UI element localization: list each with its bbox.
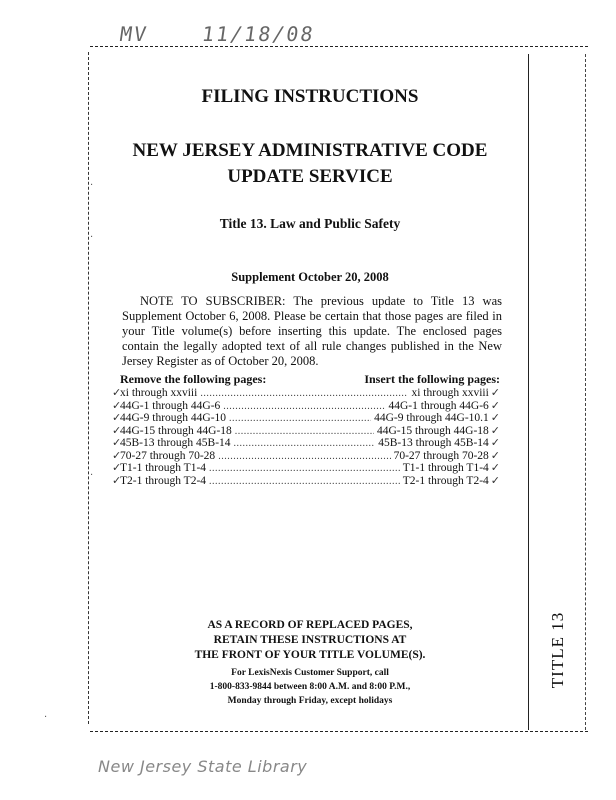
subscriber-note: NOTE TO SUBSCRIBER: The previous update to Title 13 was Supplement October 6, 2008. Please be certain that those pages are filed in your Title volume(s) before inserting this update. The enclosed pages contain the legally adopted text of all rule changes published in the New Jersey Register as of October 20, 2008.	[122, 294, 502, 368]
library-stamp: New Jersey State Library	[98, 757, 308, 776]
handwritten-annotation	[118, 22, 316, 46]
supplement-date: Supplement October 20, 2008	[231, 270, 389, 284]
insert-pages: 44G-15 through 44G-18	[376, 424, 489, 437]
checkmark-icon: ✓	[112, 411, 122, 424]
checkmark-icon: ✓	[112, 448, 122, 462]
record-line: RETAIN THESE INSTRUCTIONS AT	[213, 634, 407, 646]
handwritten-date: 11/18/08	[200, 22, 317, 46]
remove-pages: 44G-15 through 44G-18	[120, 424, 232, 437]
insert-pages: 45B-13 through 45B-14	[378, 437, 489, 449]
margin-tick: ·	[90, 232, 94, 243]
pages-column-headers	[120, 372, 500, 387]
page-row	[112, 412, 500, 425]
page-row	[112, 462, 500, 475]
support-line: Monday through Friday, except holidays	[227, 696, 393, 706]
code-update-line: UPDATE SERVICE	[227, 166, 393, 187]
checkmark-icon: ✓	[112, 473, 122, 487]
margin-tick: ·	[90, 180, 94, 191]
page-row	[112, 437, 500, 450]
code-update-line: NEW JERSEY ADMINISTRATIVE CODE	[132, 140, 488, 161]
handwritten-initials: MV	[118, 22, 150, 46]
checkmark-icon: ✓	[490, 398, 500, 412]
dot-leader	[200, 388, 408, 401]
page-row	[112, 387, 500, 400]
customer-support-info	[92, 666, 528, 708]
record-instruction	[92, 618, 528, 663]
margin-tick: ·	[44, 712, 48, 723]
remove-pages: 45B-13 through 45B-14	[120, 437, 231, 449]
remove-column-header: Remove the following pages:	[120, 372, 267, 386]
dot-leader	[235, 426, 374, 439]
insert-pages: xi through xxviii	[411, 387, 489, 399]
page-row	[112, 450, 500, 463]
page-row	[112, 425, 500, 438]
dot-leader	[234, 438, 376, 451]
checkmark-icon: ✓	[490, 386, 500, 399]
page-row	[112, 475, 500, 488]
remove-pages: 44G-1 through 44G-6	[120, 399, 221, 412]
top-dashed-rule	[90, 46, 588, 47]
dot-leader	[229, 413, 371, 426]
dot-leader	[218, 451, 390, 464]
support-line: For LexisNexis Customer Support, call	[231, 668, 389, 678]
margin-tick: ·	[90, 470, 94, 481]
bottom-dashed-rule	[90, 731, 588, 732]
checkmark-icon: ✓	[112, 386, 122, 399]
insert-pages: 44G-1 through 44G-6	[388, 399, 489, 412]
remove-pages: xi through xxviii	[120, 387, 198, 399]
dot-leader	[223, 401, 385, 414]
remove-pages: 44G-9 through 44G-10	[120, 412, 227, 424]
checkmark-icon: ✓	[112, 461, 122, 474]
remove-pages: 70-27 through 70-28	[120, 449, 216, 462]
insert-column-header: Insert the following pages:	[364, 372, 500, 386]
page-row	[112, 400, 500, 413]
record-line: AS A RECORD OF REPLACED PAGES,	[207, 619, 413, 631]
checkmark-icon: ✓	[490, 436, 500, 449]
title-line: Title 13. Law and Public Safety	[219, 216, 401, 231]
checkmark-icon: ✓	[112, 436, 122, 449]
filing-instructions-heading: FILING INSTRUCTIONS	[201, 86, 419, 107]
insert-pages: 70-27 through 70-28	[393, 449, 489, 462]
checkmark-icon: ✓	[490, 423, 500, 437]
checkmark-icon: ✓	[490, 411, 500, 424]
title-tab	[528, 600, 588, 700]
checkmark-icon: ✓	[490, 473, 500, 487]
support-line: 1-800-833-9844 between 8:00 A.M. and 8:00 P.M.,	[209, 682, 411, 692]
insert-pages: T1-1 through T1-4	[402, 462, 489, 474]
remove-pages: T2-1 through T2-4	[120, 474, 207, 487]
record-line: THE FRONT OF YOUR TITLE VOLUME(S).	[194, 649, 426, 661]
remove-pages: T1-1 through T1-4	[120, 462, 207, 474]
insert-pages: T2-1 through T2-4	[402, 474, 489, 487]
insert-pages: 44G-9 through 44G-10.1	[374, 412, 489, 424]
checkmark-icon: ✓	[490, 461, 500, 474]
title-tab-label: TITLE 13	[548, 611, 568, 689]
left-edge-rule	[88, 52, 89, 724]
checkmark-icon: ✓	[112, 398, 122, 412]
code-update-heading	[92, 138, 528, 190]
dot-leader	[209, 476, 400, 489]
dot-leader	[209, 463, 400, 476]
checkmark-icon: ✓	[490, 448, 500, 462]
checkmark-icon: ✓	[112, 423, 122, 437]
page-replacement-list	[112, 387, 500, 487]
